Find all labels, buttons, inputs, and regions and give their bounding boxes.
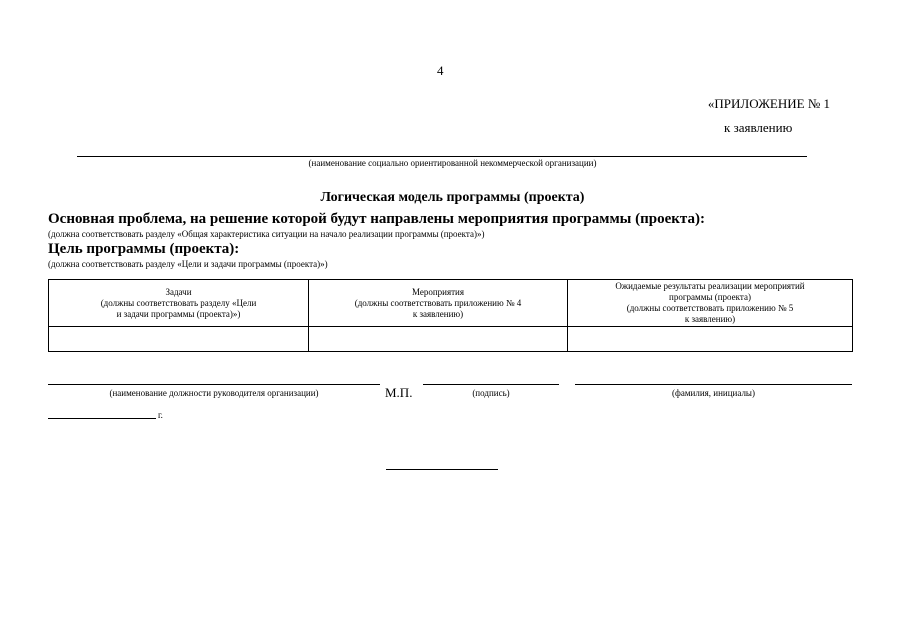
results-note-line-2: к заявлению) (684, 314, 736, 324)
table-cell-results[interactable] (568, 327, 853, 352)
tasks-note-line-2: и задачи программы (проекта)») (116, 308, 241, 319)
problem-heading: Основная проблема, на решение которой будут направлены мероприятия программы (проекта): (48, 211, 705, 227)
table-row (49, 327, 853, 352)
position-caption: (наименование должности руководителя организации) (109, 388, 319, 398)
results-note-line-1: (должны соответствовать приложению № 5 (626, 303, 794, 313)
appendix-subtitle: к заявлению (724, 120, 793, 135)
column-header-tasks (49, 280, 309, 327)
activities-note-line-2: к заявлению) (412, 308, 464, 319)
organization-caption: (наименование социально ориентированной некоммерческой организации) (308, 158, 597, 168)
goal-note: (должна соответствовать разделу «Цели и задачи программы (проекта)») (48, 259, 328, 269)
signature-caption: (подпись) (472, 388, 510, 398)
results-title-line-2: программы (проекта) (669, 292, 751, 302)
tasks-title: Задачи (165, 286, 192, 297)
position-line (48, 384, 380, 385)
closing-rule (386, 469, 498, 470)
table-cell-tasks[interactable] (49, 327, 309, 352)
activities-note-line-1: (должны соответствовать приложению № 4 (354, 297, 522, 308)
page-number: 4 (437, 63, 444, 78)
problem-note: (должна соответствовать разделу «Общая характеристика ситуации на начало реализации программы (проекта)») (48, 229, 485, 239)
tasks-note-line-1: (должны соответствовать разделу «Цели (100, 297, 257, 308)
name-caption: (фамилия, инициалы) (672, 388, 755, 398)
table-header-row (49, 280, 853, 327)
logic-model-table (48, 279, 853, 352)
results-title-line-1: Ожидаемые результаты реализации мероприятий (615, 281, 805, 291)
year-suffix: г. (158, 410, 163, 420)
appendix-title: «ПРИЛОЖЕНИЕ № 1 (707, 96, 830, 111)
date-line (48, 418, 156, 419)
organization-name-line (77, 156, 807, 157)
activities-title: Мероприятия (411, 286, 465, 297)
goal-heading: Цель программы (проекта): (48, 241, 240, 257)
signature-line (423, 384, 559, 385)
column-header-activities (309, 280, 568, 327)
column-header-results (568, 280, 853, 327)
table-cell-activities[interactable] (309, 327, 568, 352)
name-line (575, 384, 852, 385)
stamp-label: М.П. (385, 385, 413, 400)
document-title: Логическая модель программы (проекта) (320, 190, 585, 205)
